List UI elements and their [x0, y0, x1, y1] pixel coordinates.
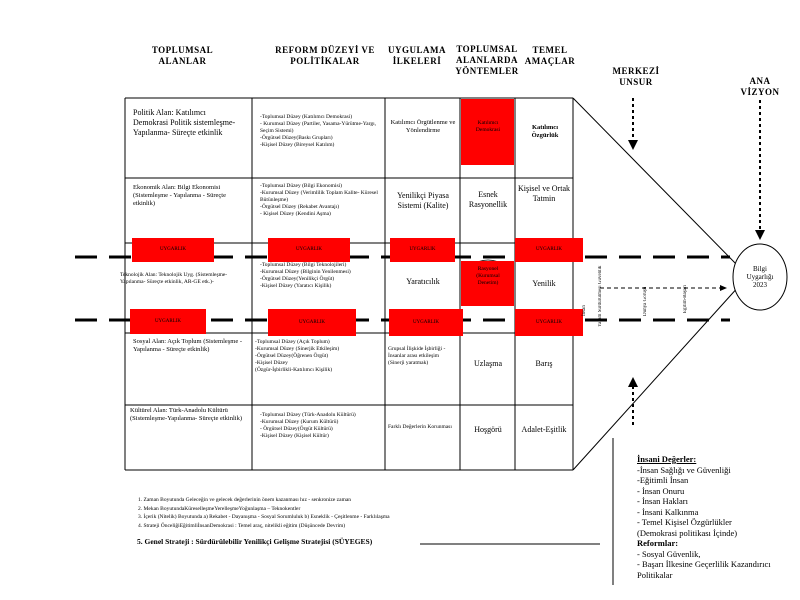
uygarlik-band-bottom-4: UYGARLIK [515, 309, 583, 336]
yontem-teknolojik: Rasyonel (Kurumsal Denetim) [476, 266, 500, 286]
reform-politik-2: - Kurumsal Düzey (Partiler, Yasama-Yürütme-Yargı, Seçim Sistemi) [260, 121, 376, 134]
reform-ekonomik-1: -Toplumsal Düzey (Bilgi Ekonomisi) [260, 183, 342, 189]
reform-teknolojik-1: -Toplumsal Düzey (Bilgi Teknolojileri) [260, 262, 347, 268]
amac-politik: Katılımcı Özgürlük [531, 124, 559, 139]
reform-kulturel [260, 412, 384, 440]
footnote-3: 3. İçerik (Nitelik) Boyutunda a) Rekabet - Dayanışma - Sosyal Sorumluluk b) Esneklik - Çeşitlenme - Farklılaşma [138, 514, 390, 520]
yontem-kulturel: Hoşgörü [474, 425, 502, 434]
alan-kulturel: Kültürel Alan: Türk-Anadolu Kültürü (Sistemleşme-Yapılanma- Süreçte etkinlik) [130, 407, 242, 422]
reform-kulturel-1: -Toplumsal Düzey (Türk-Anadolu Kültürü) [260, 412, 356, 418]
alan-sosyal: Sosyal Alan: Açık Toplum (Sistemleşme - Yapılanma - Süreçte etkinlik) [133, 338, 243, 353]
header-ana-vizyon: ANA VİZYON [740, 76, 780, 97]
uygarlik-band-top-1: UYGARLIK [132, 238, 214, 262]
header-uygulama: UYGULAMA İLKELERİ [388, 45, 446, 66]
uygarlik-band-bottom-1: UYGARLIK [130, 309, 206, 334]
reform-politik-3: -Örgütsel Düzey(Baskı Grupları) [260, 135, 333, 141]
amac-sosyal: Barış [535, 359, 553, 368]
values-item-5: - İnsani Kalkınma [637, 506, 699, 517]
header-toplumsal-alanlar: TOPLUMSAL ALANLAR [151, 45, 214, 66]
ilke-teknolojik: Yaratıcılık [406, 277, 440, 286]
ilke-kulturel: Farklı Değerlerin Korunması [388, 424, 452, 430]
header-merkezi-unsur: MERKEZİ UNSUR [612, 66, 660, 87]
values-item-1: -İnsan Sağlığı ve Güvenliği [637, 464, 731, 475]
reform-sosyal-2: -Kurumsal Düzey (Sinerjik Etkileşim) [255, 346, 340, 352]
reform-ekonomik-4: - Kişisel Düzey (Kendini Aşma) [260, 211, 331, 217]
values-item-2: -Eğitimli İnsan [637, 475, 689, 485]
amac-kulturel: Adalet-Eşitlik [521, 425, 567, 434]
reform-ekonomik [260, 183, 382, 218]
vertical-label-egitim: Eğitim-Başarı [683, 284, 688, 313]
yontem-politik: Katılımcı Demokrasi [475, 120, 501, 133]
general-strategy: 5. Genel Strateji : Sürdürülebilir Yenilikçi Gelişme Stratejisi (SÜYEGES) [137, 537, 373, 546]
reform-kulturel-4: -Kişisel Düzey (Kişisel Kültür) [260, 433, 329, 439]
reform-kulturel-2: -Kurumsal Düzey (Kurum Kültürü) [260, 419, 339, 425]
reform-sosyal-1: -Toplumsal Düzey (Açık Toplum) [255, 339, 330, 345]
values-item-7: (Demokrasi politikası İçinde) [637, 527, 738, 538]
amac-ekonomik: Kişisel ve Ortak Tatmin [518, 184, 570, 203]
header-temel-amaclar: TEMEL AMAÇLAR [524, 45, 576, 66]
footnotes [138, 496, 568, 530]
uygarlik-band-top-4: UYGARLIK [515, 238, 583, 262]
reform-teknolojik-4: -Kişisel Düzey (Yaratıcı Kişilik) [260, 283, 332, 289]
yontem-ekonomik: Esnek Rasyonellik [468, 190, 508, 209]
alan-ekonomik: Ekonomik Alan: Bilgi Ekonomisi (Sistemleşme - Yapılanma - Süreçte etkinlik) [133, 184, 226, 207]
reform-politik-4: -Kişisel Düzey (Bireysel Katılım) [260, 142, 335, 148]
ilke-sosyal: Grupsal İlişkide İşbirliği - İnsanlar arası etkileşim (Sinerji yaratmak) [388, 346, 446, 366]
ilke-politik: Katılımcı Örgütlenme ve Yönlendirme [390, 119, 456, 134]
header-reform: REFORM DÜZEYİ VE POLİTİKALAR [275, 45, 375, 66]
alan-teknolojik: Teknolojik Alan: Teknolojik Uyg. (Sistemleşme- Yapılanma- Süreçte etkinlik, AR-GE etk.)- [120, 272, 228, 285]
footnote-2: 2. Mekan BoyutundaKüreselleşmeYerelleşmeYoğunlaşma – Teknokentler [138, 505, 301, 512]
reforms-item-2: - Başarı İlkesine Geçerlilik Kazandırıcı Politikalar [637, 559, 771, 580]
footnote-4: 4. Strateji ÖnceliğiEğitimliİnsanDemokrasi : Temel araç, nitelikli eğitim (Düşüncede Devrim) [138, 522, 346, 529]
alan-politik: Politik Alan: Katılımcı Demokrasi Politik sistemleşme- Yapılanma- Süreçte etkinlik [133, 108, 236, 137]
reform-sosyal-5: (Özgür-İşbirlikli-Katılımcı Kişilik) [255, 367, 333, 373]
uygarlik-band-top-2: UYGARLIK [268, 238, 350, 262]
vertical-label-insan: İnsan [582, 305, 587, 316]
yontem-sosyal: Uzlaşma [474, 359, 502, 368]
amac-teknolojik: Yenilik [532, 279, 556, 288]
uygarlik-band-bottom-3: UYGARLIK [389, 309, 463, 336]
reform-politik-1: -Toplumsal Düzey (Katılımcı Demokrasi) [260, 114, 353, 120]
vertical-label-dunya: Dünya Görüşü [643, 286, 648, 316]
values-item-4: - İnsan Hakları [637, 496, 688, 506]
reform-sosyal [255, 339, 383, 374]
reform-sosyal-3: -Örgütsel Düzey(Öğrenen Örgüt) [255, 353, 329, 359]
values-item-3: - İnsan Onuru [637, 485, 685, 496]
values-item-6: - Temel Kişisel Özgürlükler [637, 517, 732, 527]
vertical-label-yasam: Yaşam Sürdürülmesi Güvenlik [598, 265, 603, 327]
reform-kulturel-3: - Örgütsel Düzey(Örgüt Kültürü) [260, 426, 333, 432]
values-title: İnsani Değerler: [637, 454, 697, 464]
reform-teknolojik-3: -Örgütsel Düzey(Yenilikçi Örgüt) [260, 276, 335, 282]
reform-teknolojik-2: -Kurumsal Düzey (Bilginin Yenilenmesi) [260, 269, 351, 275]
reforms-item-1: - Sosyal Güvenlik, [637, 548, 701, 559]
human-values [637, 454, 797, 580]
ilke-ekonomik: Yenilikçi Piyasa Sistemi (Kalite) [397, 191, 449, 210]
reform-teknolojik [260, 262, 382, 290]
vision-text: Bilgi Uygarlığı 2023 [746, 265, 774, 289]
uygarlik-band-bottom-2: UYGARLIK [268, 309, 356, 336]
reform-sosyal-4: -Kişisel Düzey [255, 360, 288, 366]
uygarlik-band-top-3: UYGARLIK [390, 238, 455, 262]
reform-ekonomik-2: -Kurumsal Düzey (Verimlilik Toplam Kalite- Küresel Bütünleşme) [260, 190, 378, 203]
footnote-1: 1. Zaman Boyutunda Geleceğin ve gelecek değerlerinin önem kazanması hız - senkronize zaman [138, 497, 352, 503]
reform-ekonomik-3: -Örgütsel Düzey (Rekabet Avantajı) [260, 204, 340, 210]
reforms-title: Reformlar: [637, 538, 679, 548]
header-yontemler: TOPLUMSAL ALANLARDA YÖNTEMLER [455, 44, 519, 76]
reform-politik [260, 114, 385, 149]
